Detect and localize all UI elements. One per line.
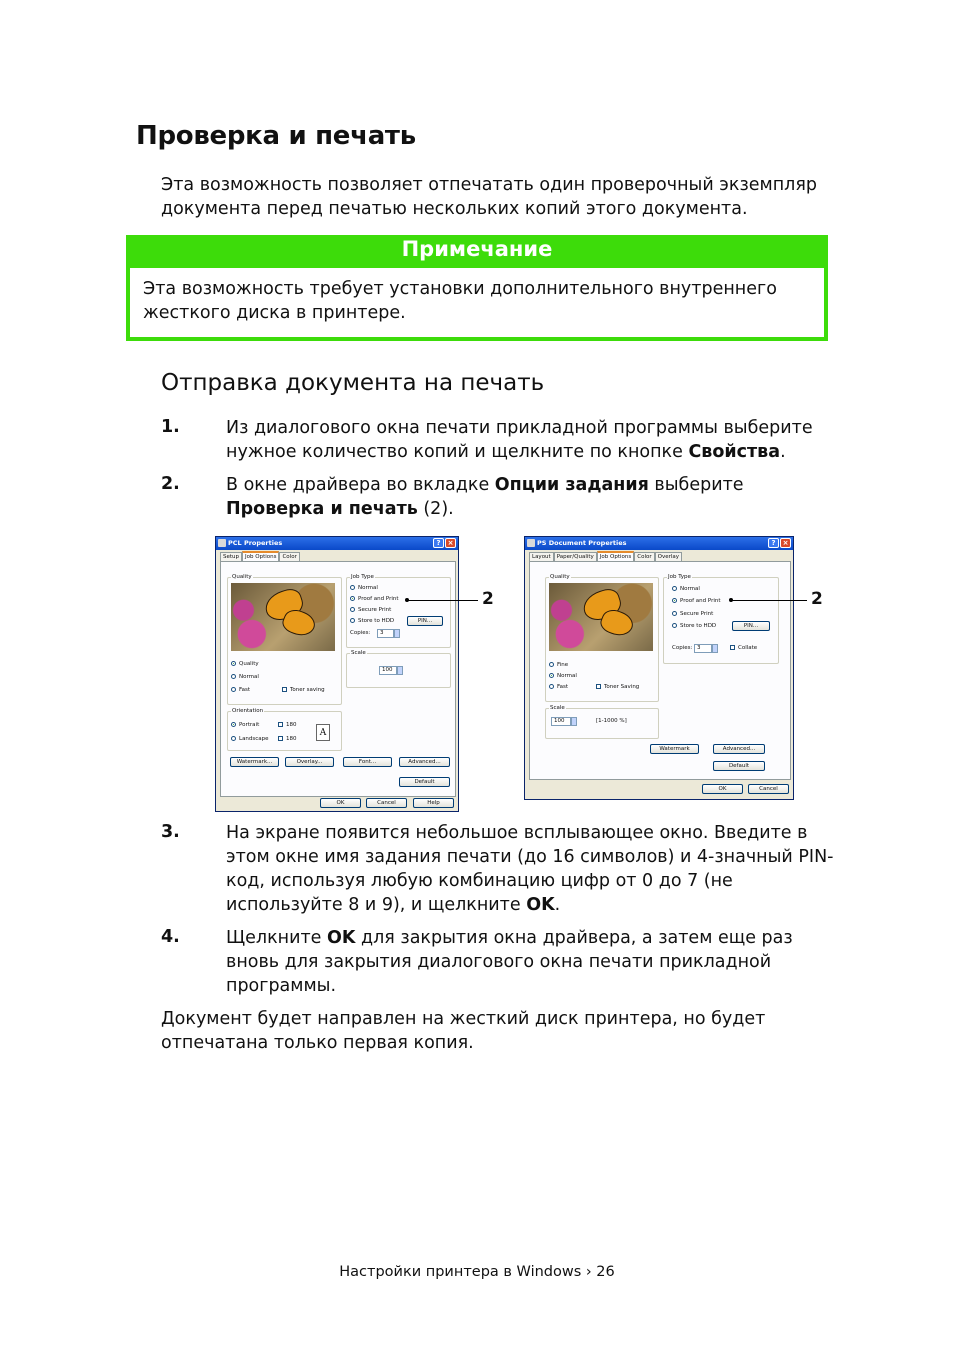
proof-and-print-radio[interactable]: Proof and Print <box>672 598 721 605</box>
close-icon[interactable]: × <box>445 538 456 548</box>
step-text-part: для закрытия окна драйвера, а затем еще раз вновь для закрытия диалогового окна печати прикладной программы. <box>226 928 793 996</box>
ok-button[interactable]: OK <box>702 784 743 794</box>
tab-panel <box>220 561 456 797</box>
step-text-part: (2). <box>417 499 454 519</box>
scale-spinner[interactable] <box>571 717 577 726</box>
scale-group <box>346 650 451 688</box>
job-normal-radio[interactable]: Normal <box>672 586 700 593</box>
copies-spinner[interactable] <box>712 644 718 653</box>
help-icon[interactable]: ? <box>433 538 444 548</box>
quality-radio[interactable]: Quality <box>231 661 259 668</box>
fast-radio[interactable]: Fast <box>549 684 568 691</box>
callout-line <box>731 600 807 601</box>
scale-input[interactable]: 100 <box>379 666 397 675</box>
help-icon[interactable]: ? <box>768 538 779 548</box>
dialog-title: PCL Properties <box>228 539 283 547</box>
step-text-bold: OK <box>327 928 356 948</box>
job-type-group <box>663 574 779 664</box>
ok-button[interactable]: OK <box>320 798 361 808</box>
group-label: Job Type <box>668 574 691 580</box>
callout-number: 2 <box>811 589 823 609</box>
secure-print-radio[interactable]: Secure Print <box>350 607 391 614</box>
group-label: Quality <box>232 574 252 580</box>
step-text-bold: Опции задания <box>494 475 649 495</box>
printer-icon <box>218 539 226 547</box>
toner-saving-checkbox[interactable]: Toner Saving <box>596 684 639 691</box>
copies-label: Copies: <box>672 645 693 651</box>
fast-radio[interactable]: Fast <box>231 687 250 694</box>
font-button[interactable]: Font... <box>343 757 392 767</box>
butterfly-preview-image <box>549 583 653 651</box>
landscape-radio[interactable]: Landscape <box>231 736 269 743</box>
closing-paragraph: Документ будет направлен на жесткий диск принтера, но будет отпечатана только первая копия. <box>161 1009 766 1053</box>
step-text-part: На экране появится небольшое всплывающее окно. Введите в этом окне имя задания печати (до 16 символов) и 4-значный PIN-код, используя любую комбинацию цифр от 0 до 7 (не используйте 8 и 9), и щелкните <box>226 823 834 915</box>
proof-and-print-radio[interactable]: Proof and Print <box>350 596 399 603</box>
tab-color[interactable]: Color <box>634 552 654 561</box>
tab-overlay[interactable]: Overlay <box>655 552 682 561</box>
toner-saving-checkbox[interactable]: Toner saving <box>282 687 325 694</box>
printer-icon <box>527 539 535 547</box>
portrait-radio[interactable]: Portrait <box>231 722 259 729</box>
step-text-part: В окне драйвера во вкладке <box>226 475 495 495</box>
tab-panel <box>529 561 791 780</box>
pin-button[interactable]: PIN... <box>732 621 770 631</box>
step-text-part: . <box>780 442 786 462</box>
tab-setup[interactable]: Setup <box>220 552 242 561</box>
group-label: Orientation <box>232 708 264 714</box>
note-box <box>126 235 828 341</box>
step-text-part: Щелкните <box>226 928 328 948</box>
cancel-button[interactable]: Cancel <box>748 784 789 794</box>
overlay-button[interactable]: Overlay... <box>285 757 334 767</box>
group-label: Quality <box>550 574 570 580</box>
tab-bar <box>220 552 300 561</box>
collate-checkbox[interactable]: Collate <box>730 645 757 652</box>
watermark-button[interactable]: Watermark... <box>230 757 279 767</box>
ps-document-properties-dialog <box>524 536 794 800</box>
intro-paragraph: Эта возможность позволяет отпечатать один проверочный экземпляр документа перед печатью нескольких копий этого документа. <box>161 175 817 219</box>
butterfly-preview-image <box>231 583 335 651</box>
step-text-bold: Свойства <box>688 442 781 462</box>
tab-paper-quality[interactable]: Paper/Quality <box>554 552 597 561</box>
rotate-180-checkbox[interactable]: 180 <box>278 736 297 743</box>
page-orientation-icon: A <box>316 724 330 741</box>
help-button[interactable]: Help <box>413 798 454 808</box>
orientation-group <box>227 708 342 751</box>
default-button[interactable]: Default <box>713 761 765 771</box>
step-number: 1. <box>161 417 180 437</box>
step-number: 3. <box>161 822 180 842</box>
page-title: Проверка и печать <box>136 121 416 151</box>
page-footer: Настройки принтера в Windows › 26 <box>339 1264 615 1280</box>
step-text-part: Из диалогового окна печати прикладной программы выберите нужное количество копий и щелкните по кнопке <box>226 418 813 462</box>
copies-input[interactable]: 3 <box>694 644 712 653</box>
normal-radio[interactable]: Normal <box>549 673 577 680</box>
quality-group <box>227 574 342 705</box>
default-button[interactable]: Default <box>399 777 450 787</box>
advanced-button[interactable]: Advanced... <box>713 744 765 754</box>
scale-input[interactable]: 100 <box>551 717 571 726</box>
pcl-properties-dialog <box>215 536 459 812</box>
tab-color[interactable]: Color <box>279 552 299 561</box>
store-to-hdd-radio[interactable]: Store to HDD <box>672 623 716 630</box>
tab-layout[interactable]: Layout <box>529 552 554 561</box>
note-body: Эта возможность требует установки дополнительного внутреннего жесткого диска в принтере. <box>130 268 824 337</box>
normal-radio[interactable]: Normal <box>231 674 259 681</box>
copies-input[interactable]: 3 <box>377 629 394 638</box>
group-label: Job Type <box>351 574 374 580</box>
section-heading: Отправка документа на печать <box>161 370 545 396</box>
scale-spinner[interactable] <box>397 666 403 675</box>
quality-group <box>545 574 659 702</box>
tab-job-options[interactable]: Job Options <box>242 551 279 563</box>
tab-bar <box>529 552 682 561</box>
copies-spinner[interactable] <box>394 629 400 638</box>
pin-button[interactable]: PIN... <box>407 616 443 626</box>
scale-range: [1-1000 %] <box>596 718 627 724</box>
step-number: 4. <box>161 927 180 947</box>
group-label: Scale <box>550 705 565 711</box>
step-text-bold: Проверка и печать <box>226 499 418 519</box>
step-text <box>226 416 836 464</box>
advanced-button[interactable]: Advanced... <box>399 757 450 767</box>
job-normal-radio[interactable]: Normal <box>350 585 378 592</box>
note-title: Примечание <box>401 237 553 261</box>
step-text <box>226 926 836 998</box>
group-label: Scale <box>351 650 366 656</box>
dialog-titlebar <box>525 537 793 550</box>
step-text-part: . <box>554 895 561 915</box>
fine-radio[interactable]: Fine <box>549 662 568 669</box>
step-text <box>226 821 836 917</box>
cancel-button[interactable]: Cancel <box>366 798 407 808</box>
copies-label: Copies: <box>350 630 371 636</box>
dialog-title: PS Document Properties <box>537 539 627 547</box>
step-text-part: выберите <box>648 475 744 495</box>
step-text <box>226 473 836 521</box>
secure-print-radio[interactable]: Secure Print <box>672 611 713 618</box>
rotate-180-checkbox[interactable]: 180 <box>278 722 297 729</box>
close-icon[interactable]: × <box>780 538 791 548</box>
scale-group <box>545 705 659 739</box>
store-to-hdd-radio[interactable]: Store to HDD <box>350 618 394 625</box>
step-text-bold: OK <box>526 895 555 915</box>
step-number: 2. <box>161 474 180 494</box>
callout-line <box>407 600 478 601</box>
job-type-group <box>346 574 451 648</box>
tab-job-options[interactable]: Job Options <box>597 551 634 563</box>
watermark-button[interactable]: Watermark <box>650 744 699 754</box>
dialog-titlebar <box>216 537 458 550</box>
callout-number: 2 <box>482 589 494 609</box>
